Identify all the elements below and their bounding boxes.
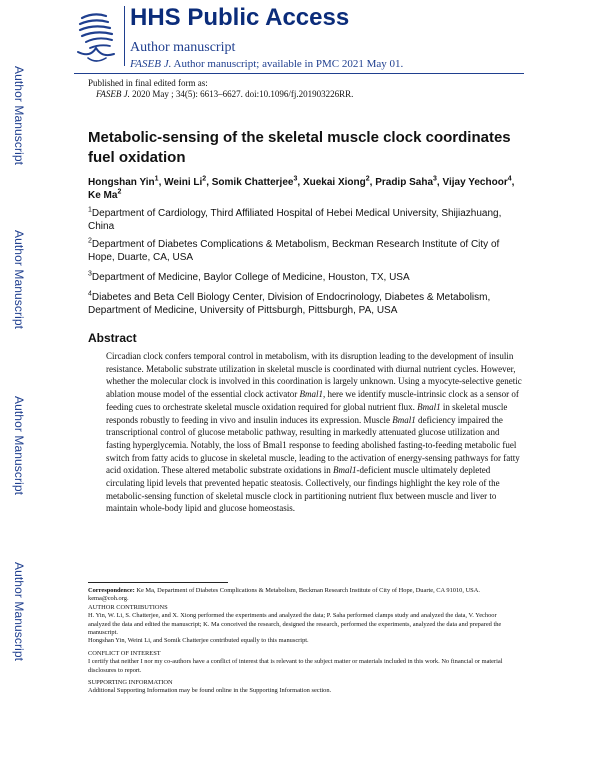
author-affiliation-mark: 4 [507,175,512,183]
author-name: Somik Chatterjee [211,177,294,188]
abstract-heading: Abstract [88,331,137,345]
header-rule [74,73,524,74]
gene-name: Bmal1 [299,389,323,400]
affiliation-text: Diabetes and Beta Cell Biology Center, Division of Endocrinology, Diabetes & Metabolism, Department of Medicine, University of Pittsburgh, Pittsburgh, PA, USA [88,292,491,316]
author-affiliation-mark: 2 [202,175,207,183]
header-availability [130,58,403,70]
affiliation-text: Department of Diabetes Complications & Metabolism, Beckman Research Institute of City of Hope, Duarte, CA, USA [88,239,500,263]
header-divider [124,6,125,66]
hhs-eagle-logo-icon [74,8,118,66]
affiliation [88,238,518,264]
published-label: Published in final edited form as: [88,78,208,88]
contributions-heading: AUTHOR CONTRIBUTIONS [88,603,168,611]
correspondence-label: Correspondence: [88,587,135,594]
abstract-text: deficiency impaired the transcriptional control of glucose metabolic pathway, resulting in markedly attenuated glucose utilization and fasting hyperglycemia. Notably, the loss of Bmal1 response to feeding abolished fasting-to-feeding metabolic fuel switch from fatty acids to glucose in skeletal muscle, leading to the activation of energy-sensing pathways for fatty acid oxidation. These altered metabolic substrate oxidations in [106,414,520,476]
header-subtitle: Author manuscript [130,40,236,55]
sidebar-label: Author Manuscript [12,562,26,662]
header-journal: FASEB J. [130,58,172,70]
author-affiliation-mark: 2 [365,175,370,183]
author-affiliation-mark: 2 [117,188,122,196]
abstract-body [106,350,526,515]
conflict-heading: CONFLICT OF INTEREST [88,649,161,657]
abstract-text: in skeletal muscle responds robustly to feeding in vivo and insulin induces its expression. Muscle [106,401,508,425]
header-availability-text: Author manuscript; available in PMC 2021 May 01. [173,58,404,70]
citation-text: 2020 May ; 34(5): 6613–6627. doi:10.1096/fj.201903226RR. [132,89,354,99]
author-affiliation-mark: 1 [154,175,159,183]
author-affiliation-mark: 3 [433,175,437,183]
affiliation-number: 1 [88,206,92,214]
equal-contribution-note: Hongshan Yin, Weini Li, and Somik Chatterjee contributed equally to this manuscript. [88,637,309,645]
contributions-text: H. Yin, W. Li, S. Chatterjee, and X. Xiong performed the experiments and analyzed the data; P. Saha performed clamps study and analyzed the data, V. Yechoor analyzed the data and edited the manuscript; K. Ma conceived the research, designed the research, performed the experiments, analyzed the data and prepared the manuscript. [88,612,502,637]
sidebar [0,0,40,776]
correspondence-text: Ke Ma, Department of Diabetes Complications & Metabolism, Beckman Research Institute of City of Hope, Duarte, CA 91010, USA. kema@coh.org. [88,587,480,603]
affiliation-number: 4 [88,290,92,298]
author-name: Weini Li [164,177,203,188]
footnotes [88,587,518,696]
author-affiliation-mark: 3 [293,175,298,183]
gene-name: Bmal1 [417,401,441,412]
footnote-rule [88,582,228,583]
author-name: Pradip Saha [375,177,434,188]
author-name: Vijay Yechoor [442,177,508,188]
citation-journal: FASEB J. [96,89,130,99]
affiliation-number: 3 [88,270,92,278]
abstract-text: , here we identify muscle-intrinsic clock as a sensor of feeding cues to orchestrate skeletal muscle oxidation required for global nutrient flux. [106,389,519,412]
affiliation-text: Department of Cardiology, Third Affiliated Hospital of Hebei Medical University, Shijiazhuang, China [88,208,502,232]
supporting-heading: SUPPORTING INFORMATION [88,679,173,687]
author-name: Ke Ma [88,190,118,201]
gene-name: Bmal1 [333,465,357,476]
sidebar-label: Author Manuscript [12,230,26,330]
supporting-text: Additional Supporting Information may be found online in the Supporting Information section. [88,687,332,695]
affiliation [88,271,518,284]
affiliation-number: 2 [88,237,92,245]
sidebar-label: Author Manuscript [12,396,26,496]
abstract-text: -deficient muscle ultimately depleted circulating lipid levels that prevented hepatic steatosis. Collectively, our findings highlight the key role of the metabolic-sensing function of skeletal muscle clock in partitioning nutrient flux between muscle and liver to maintain whole-body lipid and glucose homeostasis. [106,465,500,514]
conflict-text: I certify that neither I nor my co-authors have a conflict of interest that is relevant to the subject matter or materials included in this work. No financial or material disclosures to report. [88,658,503,674]
author-name: Hongshan Yin [88,177,155,188]
affiliation-text: Department of Medicine, Baylor College of Medicine, Houston, TX, USA [91,272,410,283]
correspondence [88,587,518,604]
affiliation [88,291,518,317]
affiliation [88,207,518,233]
sidebar-label: Author Manuscript [12,66,26,166]
gene-name: Bmal1 [392,414,416,425]
author-list: Hongshan Yin$^1$, Weini Li$^2$, Somik Chatterjee$^3$, Xuekai Xiong$^2$, Pradip Saha$^3$, Vijay Yechoor$^4$, Ke Ma$^2$ [88,175,515,201]
article-title: Metabolic-sensing of the skeletal muscle clock coordinates fuel oxidation [88,129,511,166]
abstract-text: Circadian clock confers temporal control in metabolism, with its disruption leading to the development of insulin resistance. Metabolic substrate utilization in skeletal muscle is coordinated with diurnal nutrient cycles. However, whether the molecular clock is involved in this coordination is largely unknown. Using a myocyte-selective genetic ablation mouse model of the essential clock activator [106,351,522,400]
citation [96,89,353,99]
header-title: HHS Public Access [130,4,350,31]
author-name: Xuekai Xiong [302,177,366,188]
